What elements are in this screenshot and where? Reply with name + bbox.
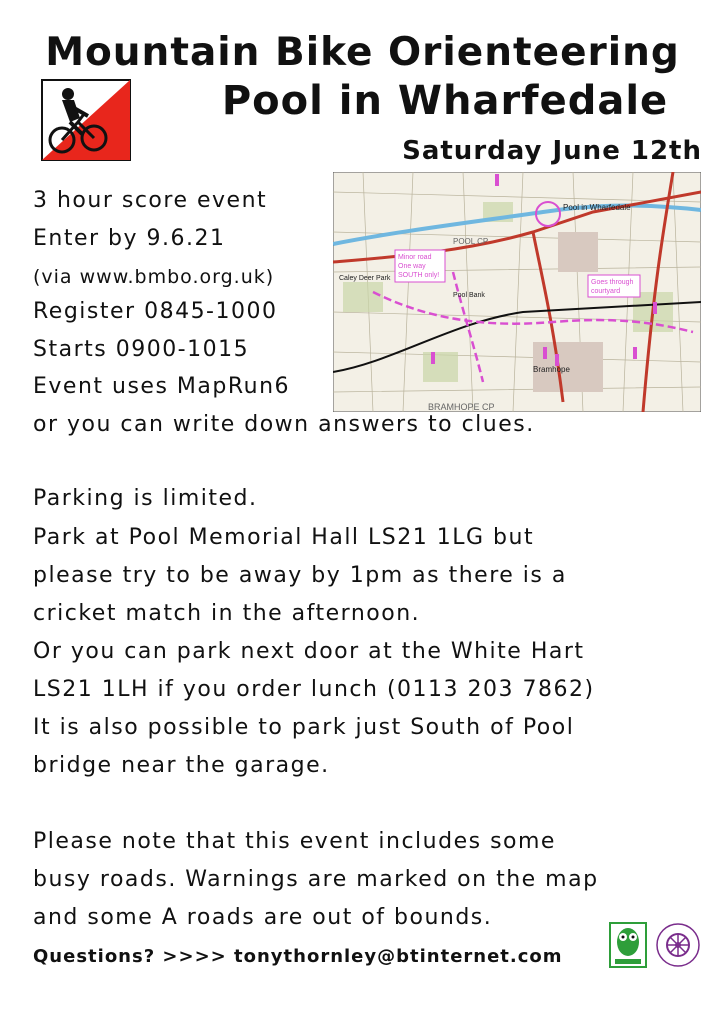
map-label-pool: Pool in Wharfedale bbox=[563, 203, 631, 212]
parking-line-2: Park at Pool Memorial Hall LS21 1LG but bbox=[33, 525, 535, 550]
owl-badge-icon bbox=[609, 922, 647, 968]
orienteering-cyclist-flag-icon bbox=[40, 78, 132, 162]
parking-line-8: bridge near the garage. bbox=[33, 753, 330, 778]
detail-duration: 3 hour score event bbox=[33, 188, 268, 213]
wheel-badge-icon bbox=[655, 922, 701, 968]
note-line-3: and some A roads are out of bounds. bbox=[33, 905, 493, 930]
map-note-2-line-2: courtyard bbox=[591, 288, 621, 295]
title-line-1: Mountain Bike Orienteering bbox=[45, 30, 680, 75]
detail-entry-link[interactable]: (via www.bmbo.org.uk) bbox=[33, 266, 275, 288]
map-label-caley: Caley Deer Park bbox=[339, 275, 391, 282]
parking-line-7: It is also possible to park just South of Pool bbox=[33, 715, 575, 740]
parking-line-6: LS21 1LH if you order lunch (0113 203 7862) bbox=[33, 677, 595, 702]
note-line-1: Please note that this event includes some bbox=[33, 829, 556, 854]
detail-register: Register 0845-1000 bbox=[33, 299, 278, 324]
map-label-bramhope: Bramhope bbox=[533, 365, 570, 374]
event-date: Saturday June 12th bbox=[402, 136, 702, 166]
contact-email[interactable]: Questions? >>>> tonythornley@btinternet.com bbox=[33, 946, 563, 967]
detail-starts: Starts 0900-1015 bbox=[33, 337, 250, 362]
parking-line-1: Parking is limited. bbox=[33, 486, 258, 511]
parking-line-4: cricket match in the afternoon. bbox=[33, 601, 421, 626]
map-label-bramhope-cp: BRAMHOPE CP bbox=[428, 402, 495, 412]
parking-line-3: please try to be away by 1pm as there is a bbox=[33, 563, 567, 588]
detail-maprun: Event uses MapRun6 bbox=[33, 374, 291, 399]
map-note-2-line-1: Goes through bbox=[591, 279, 634, 286]
map-note-1-line-2: One way bbox=[398, 263, 426, 270]
map-note-1-line-3: SOUTH only! bbox=[398, 272, 440, 279]
parking-line-5: Or you can park next door at the White Hart bbox=[33, 639, 585, 664]
map-label-pool-bank: Pool Bank bbox=[453, 292, 485, 299]
note-line-2: busy roads. Warnings are marked on the map bbox=[33, 867, 599, 892]
title-line-2: Pool in Wharfedale bbox=[221, 78, 669, 124]
course-map bbox=[333, 172, 701, 412]
map-label-pool-cp: POOL CP bbox=[453, 237, 489, 246]
detail-clues: or you can write down answers to clues. bbox=[33, 412, 535, 437]
map-note-1-line-1: Minor road bbox=[398, 254, 432, 261]
detail-entry-deadline: Enter by 9.6.21 bbox=[33, 226, 226, 251]
